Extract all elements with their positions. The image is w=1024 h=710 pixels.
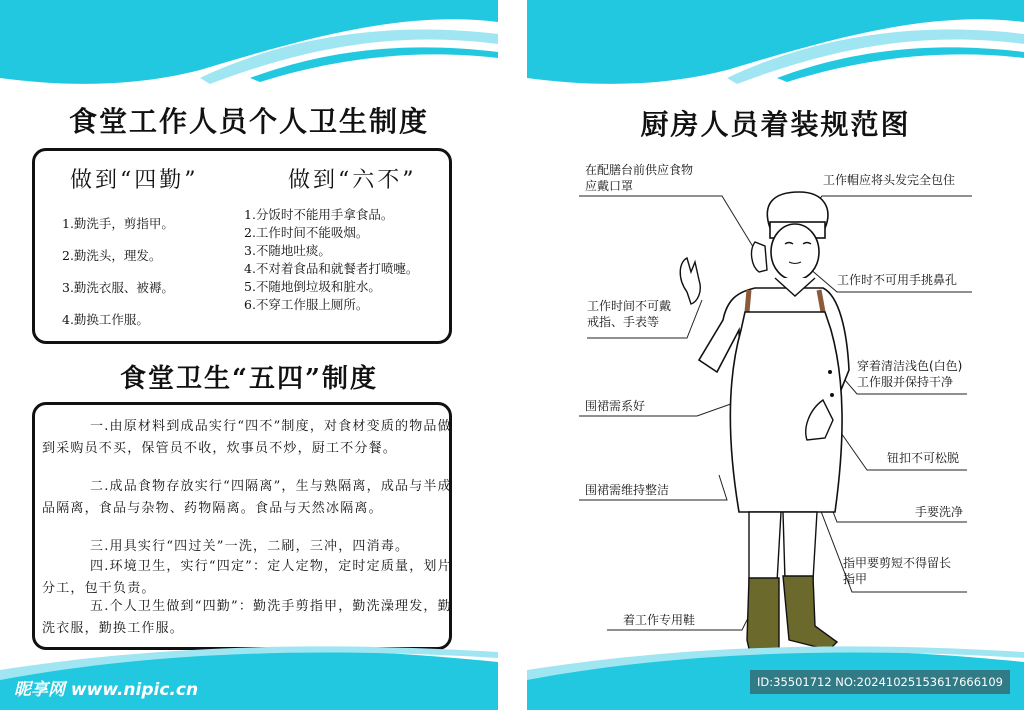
page-title: 厨房人员着装规范图 [640, 108, 911, 141]
rings-label: 工作时间不可戴 戒指、手表等 [587, 299, 672, 329]
list-item: 2.工作时间不能吸烟。 [244, 225, 369, 240]
hands-label: 手要洗净 [915, 505, 964, 519]
top-wave-decoration [0, 0, 498, 90]
apron-clean-label: 围裙需维持整洁 [585, 483, 670, 497]
list-item: 3.勤洗衣服、被褥。 [62, 280, 174, 295]
nails-label: 指甲要剪短不得留长 指甲 [843, 556, 952, 586]
list-item: 3.不随地吐痰。 [244, 243, 331, 258]
watermark: 昵享网 www.nipic.cn [14, 680, 199, 700]
buttons-label: 钮扣不可松脱 [887, 451, 960, 465]
shoes-label: 着工作专用鞋 [623, 613, 696, 627]
rule-paragraph: 四.环境卫生，实行“四定”：定人定物，定时定质量，划片分工，包干负责。 [42, 559, 452, 596]
left-poster [0, 0, 498, 710]
list-item: 1.分饭时不能用手拿食品。 [244, 207, 394, 222]
mask-label: 在配膳台前供应食物 应戴口罩 [585, 163, 694, 193]
nose-label: 工作时不可用手挑鼻孔 [837, 273, 958, 287]
chef-figure [527, 0, 1024, 710]
four-diligence-list [62, 208, 174, 336]
rule-paragraph: 五.个人卫生做到“四勤”：勤洗手剪指甲，勤洗澡理发，勤洗衣服，勤换工作服。 [42, 599, 452, 636]
hat-label: 工作帽应将头发完全包住 [823, 173, 956, 187]
list-item: 1.勤洗手，剪指甲。 [62, 216, 174, 231]
list-item: 2.勤洗头，理发。 [62, 248, 162, 263]
apron-tie-label: 围裙需系好 [585, 399, 646, 413]
page-title: 食堂工作人员个人卫生制度 [68, 105, 429, 138]
right-poster [527, 0, 1024, 710]
list-item: 4.不对着食品和就餐者打喷嚏。 [244, 261, 419, 276]
clothes-label: 穿着清洁浅色(白色) 工作服并保持干净 [857, 359, 963, 389]
rule-paragraph: 三.用具实行“四过关”一洗，二刷，三冲，四消毒。 [90, 539, 410, 554]
four-diligence-heading: 做到“四勤” [70, 168, 199, 193]
six-nots-heading: 做到“六不” [288, 168, 417, 193]
section-title: 食堂卫生“五四”制度 [120, 364, 378, 394]
six-nots-list [244, 206, 418, 314]
rule-paragraph: 一.由原材料到成品实行“四不”制度，对食材变质的物品做到采购员不买，保管员不收，炊事员不炒，厨工不分餐。 [42, 419, 452, 456]
image-id-bar: ID:35501712 NO:20241025153617666109 [750, 670, 1010, 694]
panel-gap [498, 0, 527, 710]
rule-paragraph: 二.成品食物存放实行“四隔离”，生与熟隔离，成品与半成品隔离，食品与杂物、药物隔离。食品与天然冰隔离。 [42, 479, 452, 516]
list-item: 5.不随地倒垃圾和脏水。 [244, 279, 381, 294]
list-item: 4.勤换工作服。 [62, 312, 149, 327]
list-item: 6.不穿工作服上厕所。 [244, 297, 369, 312]
